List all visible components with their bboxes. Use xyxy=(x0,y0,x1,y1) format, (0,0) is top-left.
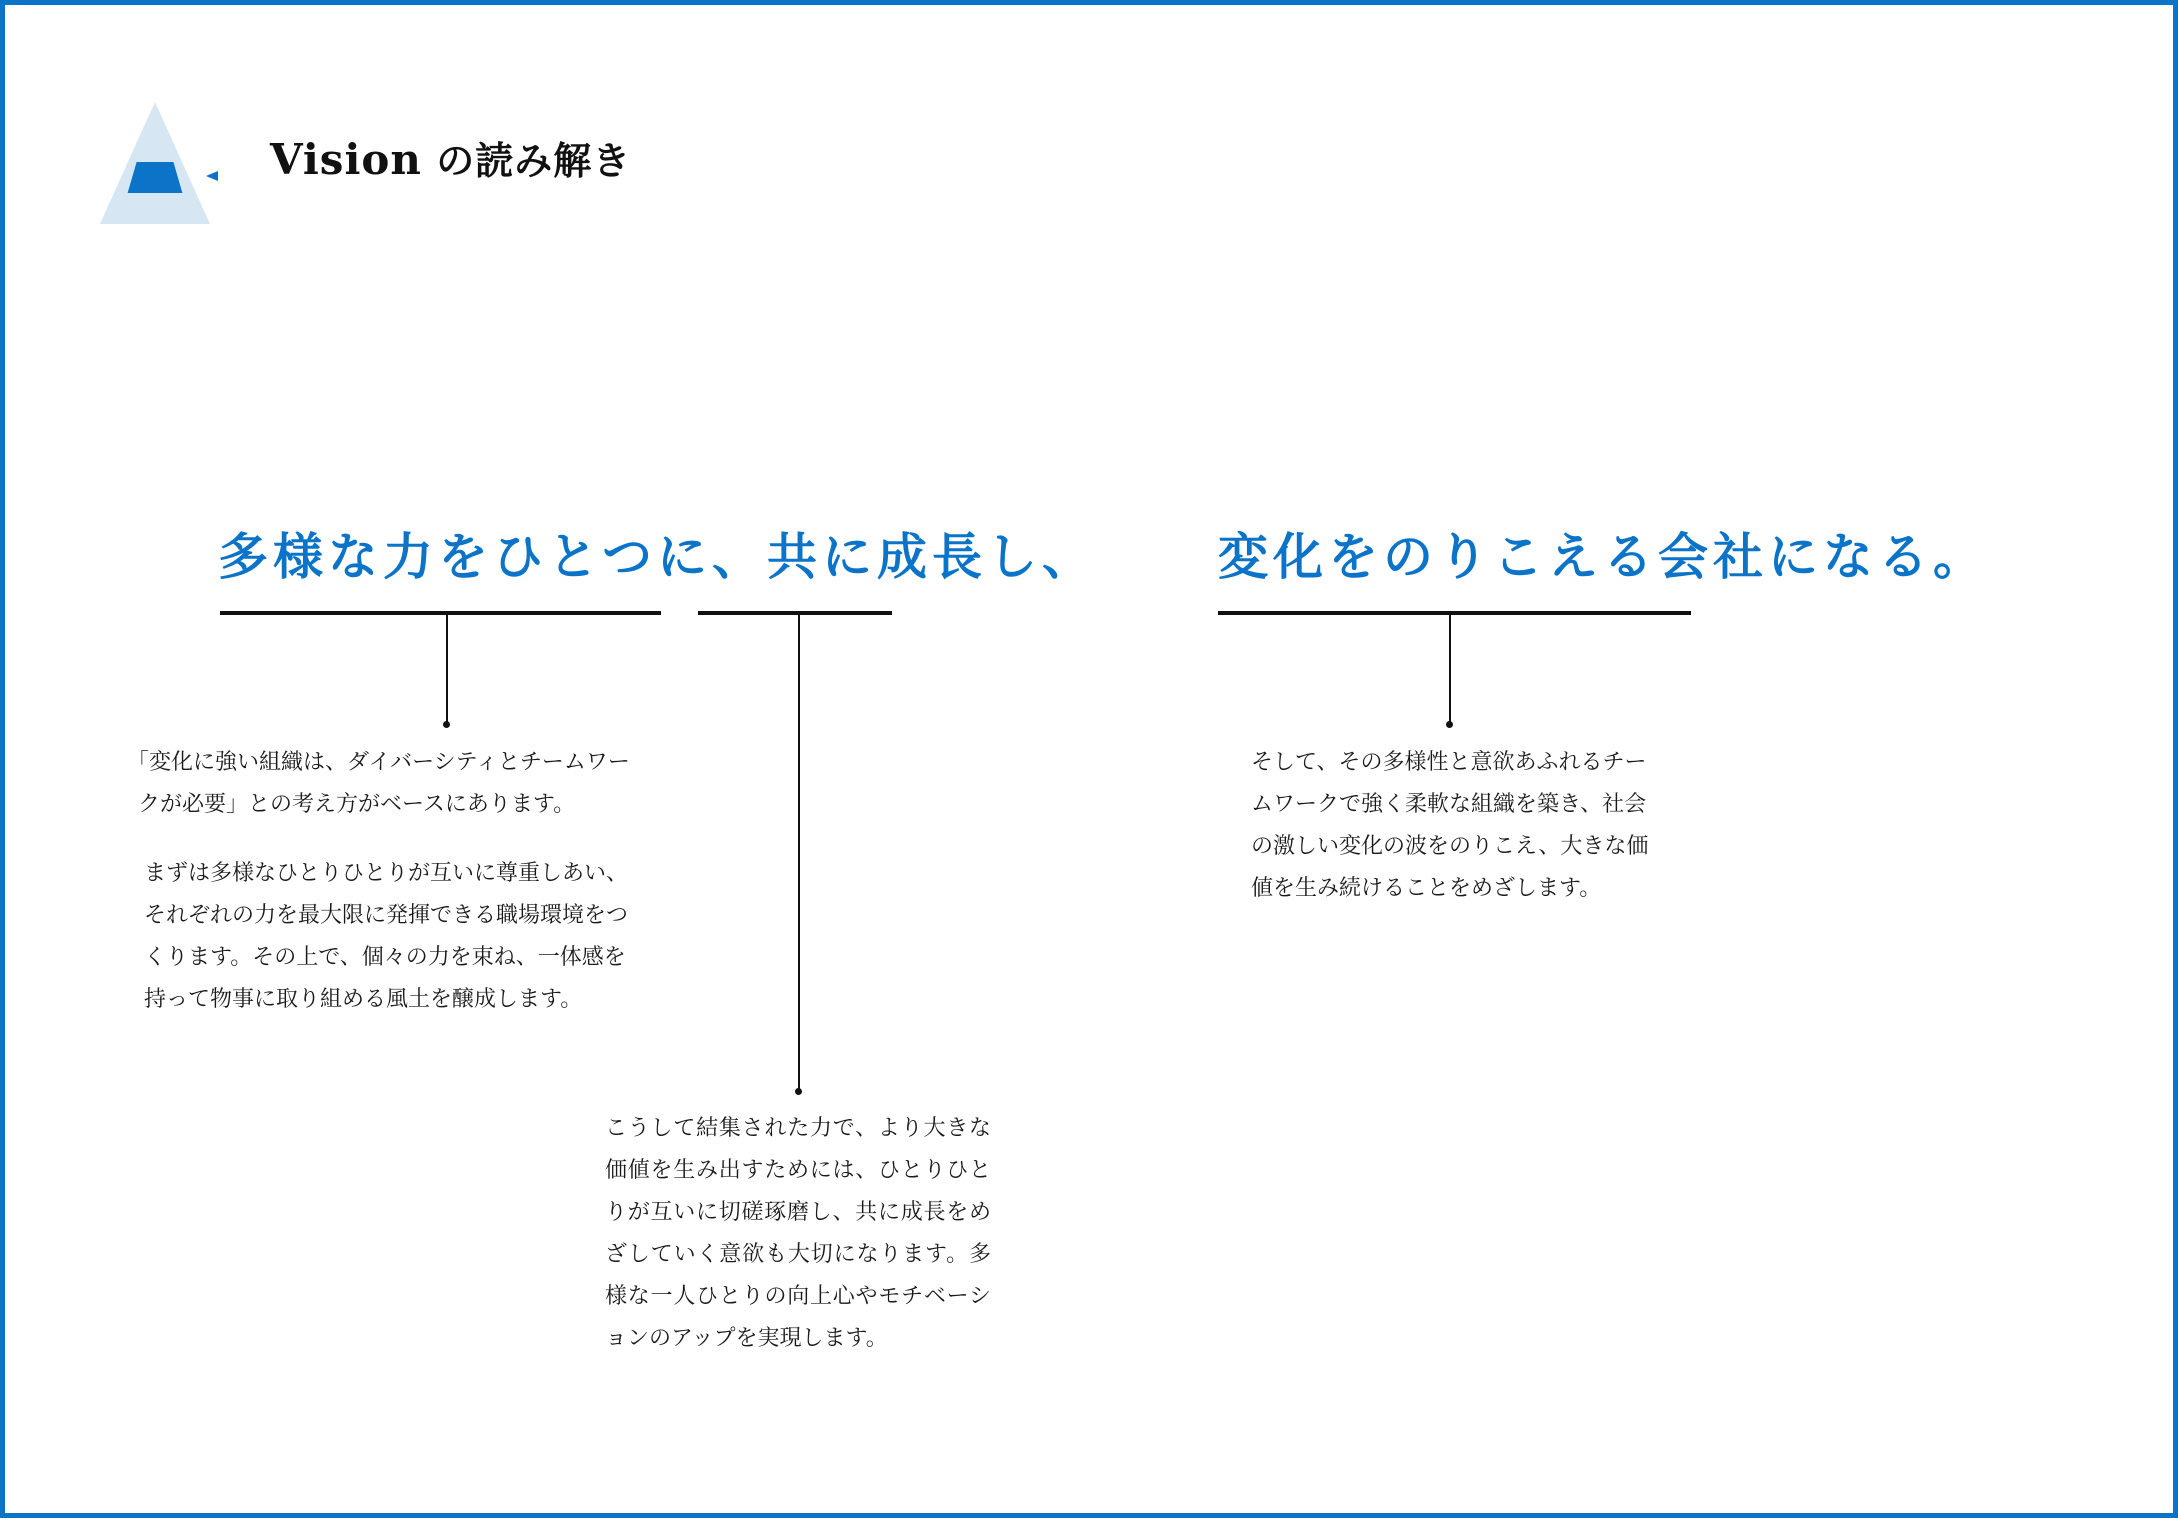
section-title xyxy=(270,130,631,185)
growth-text: こうして結集された力で、より大きな価値を生み出すためには、ひとりひとりが互いに切磋琢磨し、共に成長をめざしていく意欲も大切になります。多様な一人ひとりの向上心やモチベーションのアップを実現します。 xyxy=(605,1116,991,1351)
headline-right: 変化をのりこえる会社になる。 xyxy=(1218,527,1988,586)
section-title-en: Vision xyxy=(270,135,422,184)
diversity-text-2: まずは多様なひとりひとりが互いに尊重しあい、それぞれの力を最大限に発揮できる職場環境をつくります。その上で、個々の力を束ね、一体感を持って物事に取り組める風土を醸成します。 xyxy=(144,861,629,1012)
connector-diversity xyxy=(446,615,448,724)
underline-change xyxy=(1218,611,1691,615)
underline-diversity xyxy=(220,611,661,615)
section-title-jp: の読み解き xyxy=(436,138,632,183)
headline-left: 多様な力をひとつに、共に成長し、 xyxy=(218,527,1097,586)
pointer-arrow-icon xyxy=(206,170,220,182)
diversity-text-1: 「変化に強い組織は、ダイバーシティとチームワークが必要」との考え方がベースにあります。 xyxy=(127,750,630,817)
connector-dot-growth xyxy=(795,1088,802,1095)
connector-growth xyxy=(798,615,800,1091)
connector-dot-change xyxy=(1446,721,1453,728)
change-text: そして、その多様性と意欲あふれるチームワークで強く柔軟な組織を築き、社会の激しい変化の波をのりこえ、大きな価値を生み続けることをめざします。 xyxy=(1251,750,1649,901)
pyramid-icon xyxy=(100,102,210,224)
underline-growth xyxy=(698,611,892,615)
connector-change xyxy=(1449,615,1451,724)
connector-dot-diversity xyxy=(443,721,450,728)
